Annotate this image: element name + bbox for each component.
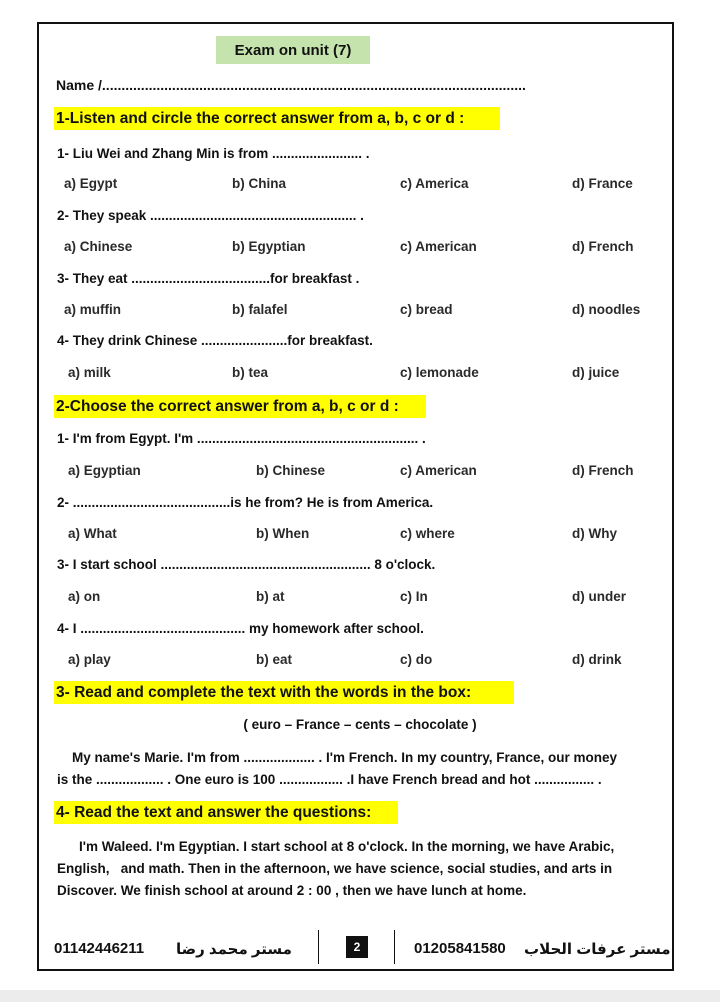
reading-line: Discover. We finish school at around 2 : 00 , then we have lunch at home.	[57, 883, 527, 898]
option: c) do	[400, 652, 433, 667]
option: d) under	[572, 589, 626, 604]
option: d) drink	[572, 652, 622, 667]
option: a) Chinese	[64, 239, 133, 254]
section1-heading: 1-Listen and circle the correct answer from a, b, c or d :	[54, 107, 500, 130]
page-number: 2	[346, 936, 368, 958]
question: 4- They drink Chinese .......................for breakfast.	[57, 333, 373, 348]
option: b) eat	[256, 652, 293, 667]
footer-left-name: مستر محمد رضا	[176, 941, 292, 958]
section4-heading: 4- Read the text and answer the questions:	[54, 801, 398, 824]
option: a) muffin	[64, 302, 121, 317]
reading-line: English, and math. Then in the afternoon, we have science, social studies, and arts in	[57, 861, 613, 876]
option: d) French	[572, 463, 634, 478]
option: b) When	[256, 526, 310, 541]
section2-heading: 2-Choose the correct answer from a, b, c or d :	[54, 395, 426, 418]
option: a) What	[68, 526, 117, 541]
option: b) China	[232, 176, 286, 191]
question: 3- I start school ........................................................ 8 o'clock.	[57, 557, 436, 572]
paragraph-line: is the .................. . One euro is 100 ................. .I have French bread and hot ................ .	[57, 772, 602, 787]
question: 1- Liu Wei and Zhang Min is from ........................ .	[57, 146, 370, 161]
question: 4- I ............................................ my homework after school.	[57, 621, 424, 636]
option: b) falafel	[232, 302, 288, 317]
option: d) France	[572, 176, 633, 191]
option: b) Egyptian	[232, 239, 306, 254]
option: d) noodles	[572, 302, 641, 317]
option: b) Chinese	[256, 463, 326, 478]
question: 3- They eat .....................................for breakfast .	[57, 271, 360, 286]
option: a) Egypt	[64, 176, 118, 191]
option: c) lemonade	[400, 365, 479, 380]
option: c) America	[400, 176, 469, 191]
name-line: Name /.............................................................................................................	[56, 77, 526, 93]
footer-left-phone: 01142446211	[54, 940, 145, 957]
option: a) play	[68, 652, 111, 667]
option: b) tea	[232, 365, 269, 380]
reading-line: I'm Waleed. I'm Egyptian. I start school at 8 o'clock. In the morning, we have Arabic,	[79, 839, 615, 854]
option: c) In	[400, 589, 428, 604]
option: a) Egyptian	[68, 463, 141, 478]
word-box: ( euro – France – cents – chocolate )	[243, 717, 477, 732]
option: d) French	[572, 239, 634, 254]
question: 2- ..........................................is he from? He is from America.	[57, 495, 434, 510]
option: a) milk	[68, 365, 111, 380]
option: a) on	[68, 589, 101, 604]
footer-right-name: مستر عرفات الحلاب	[524, 941, 671, 958]
option: d) Why	[572, 526, 617, 541]
footer-separator	[394, 930, 395, 964]
option: b) at	[256, 589, 285, 604]
option: c) American	[400, 463, 477, 478]
footer-right-phone: 01205841580	[414, 940, 506, 957]
question: 2- They speak ....................................................... .	[57, 208, 364, 223]
option: c) bread	[400, 302, 453, 317]
question: 1- I'm from Egypt. I'm ........................................................... .	[57, 431, 426, 446]
section3-heading: 3- Read and complete the text with the words in the box:	[54, 681, 514, 704]
option: c) American	[400, 239, 477, 254]
option: c) where	[400, 526, 455, 541]
option: d) juice	[572, 365, 620, 380]
exam-title: Exam on unit (7)	[216, 36, 370, 64]
paragraph-line: My name's Marie. I'm from ................... . I'm French. In my country, France, our money	[72, 750, 618, 765]
footer-separator	[318, 930, 319, 964]
